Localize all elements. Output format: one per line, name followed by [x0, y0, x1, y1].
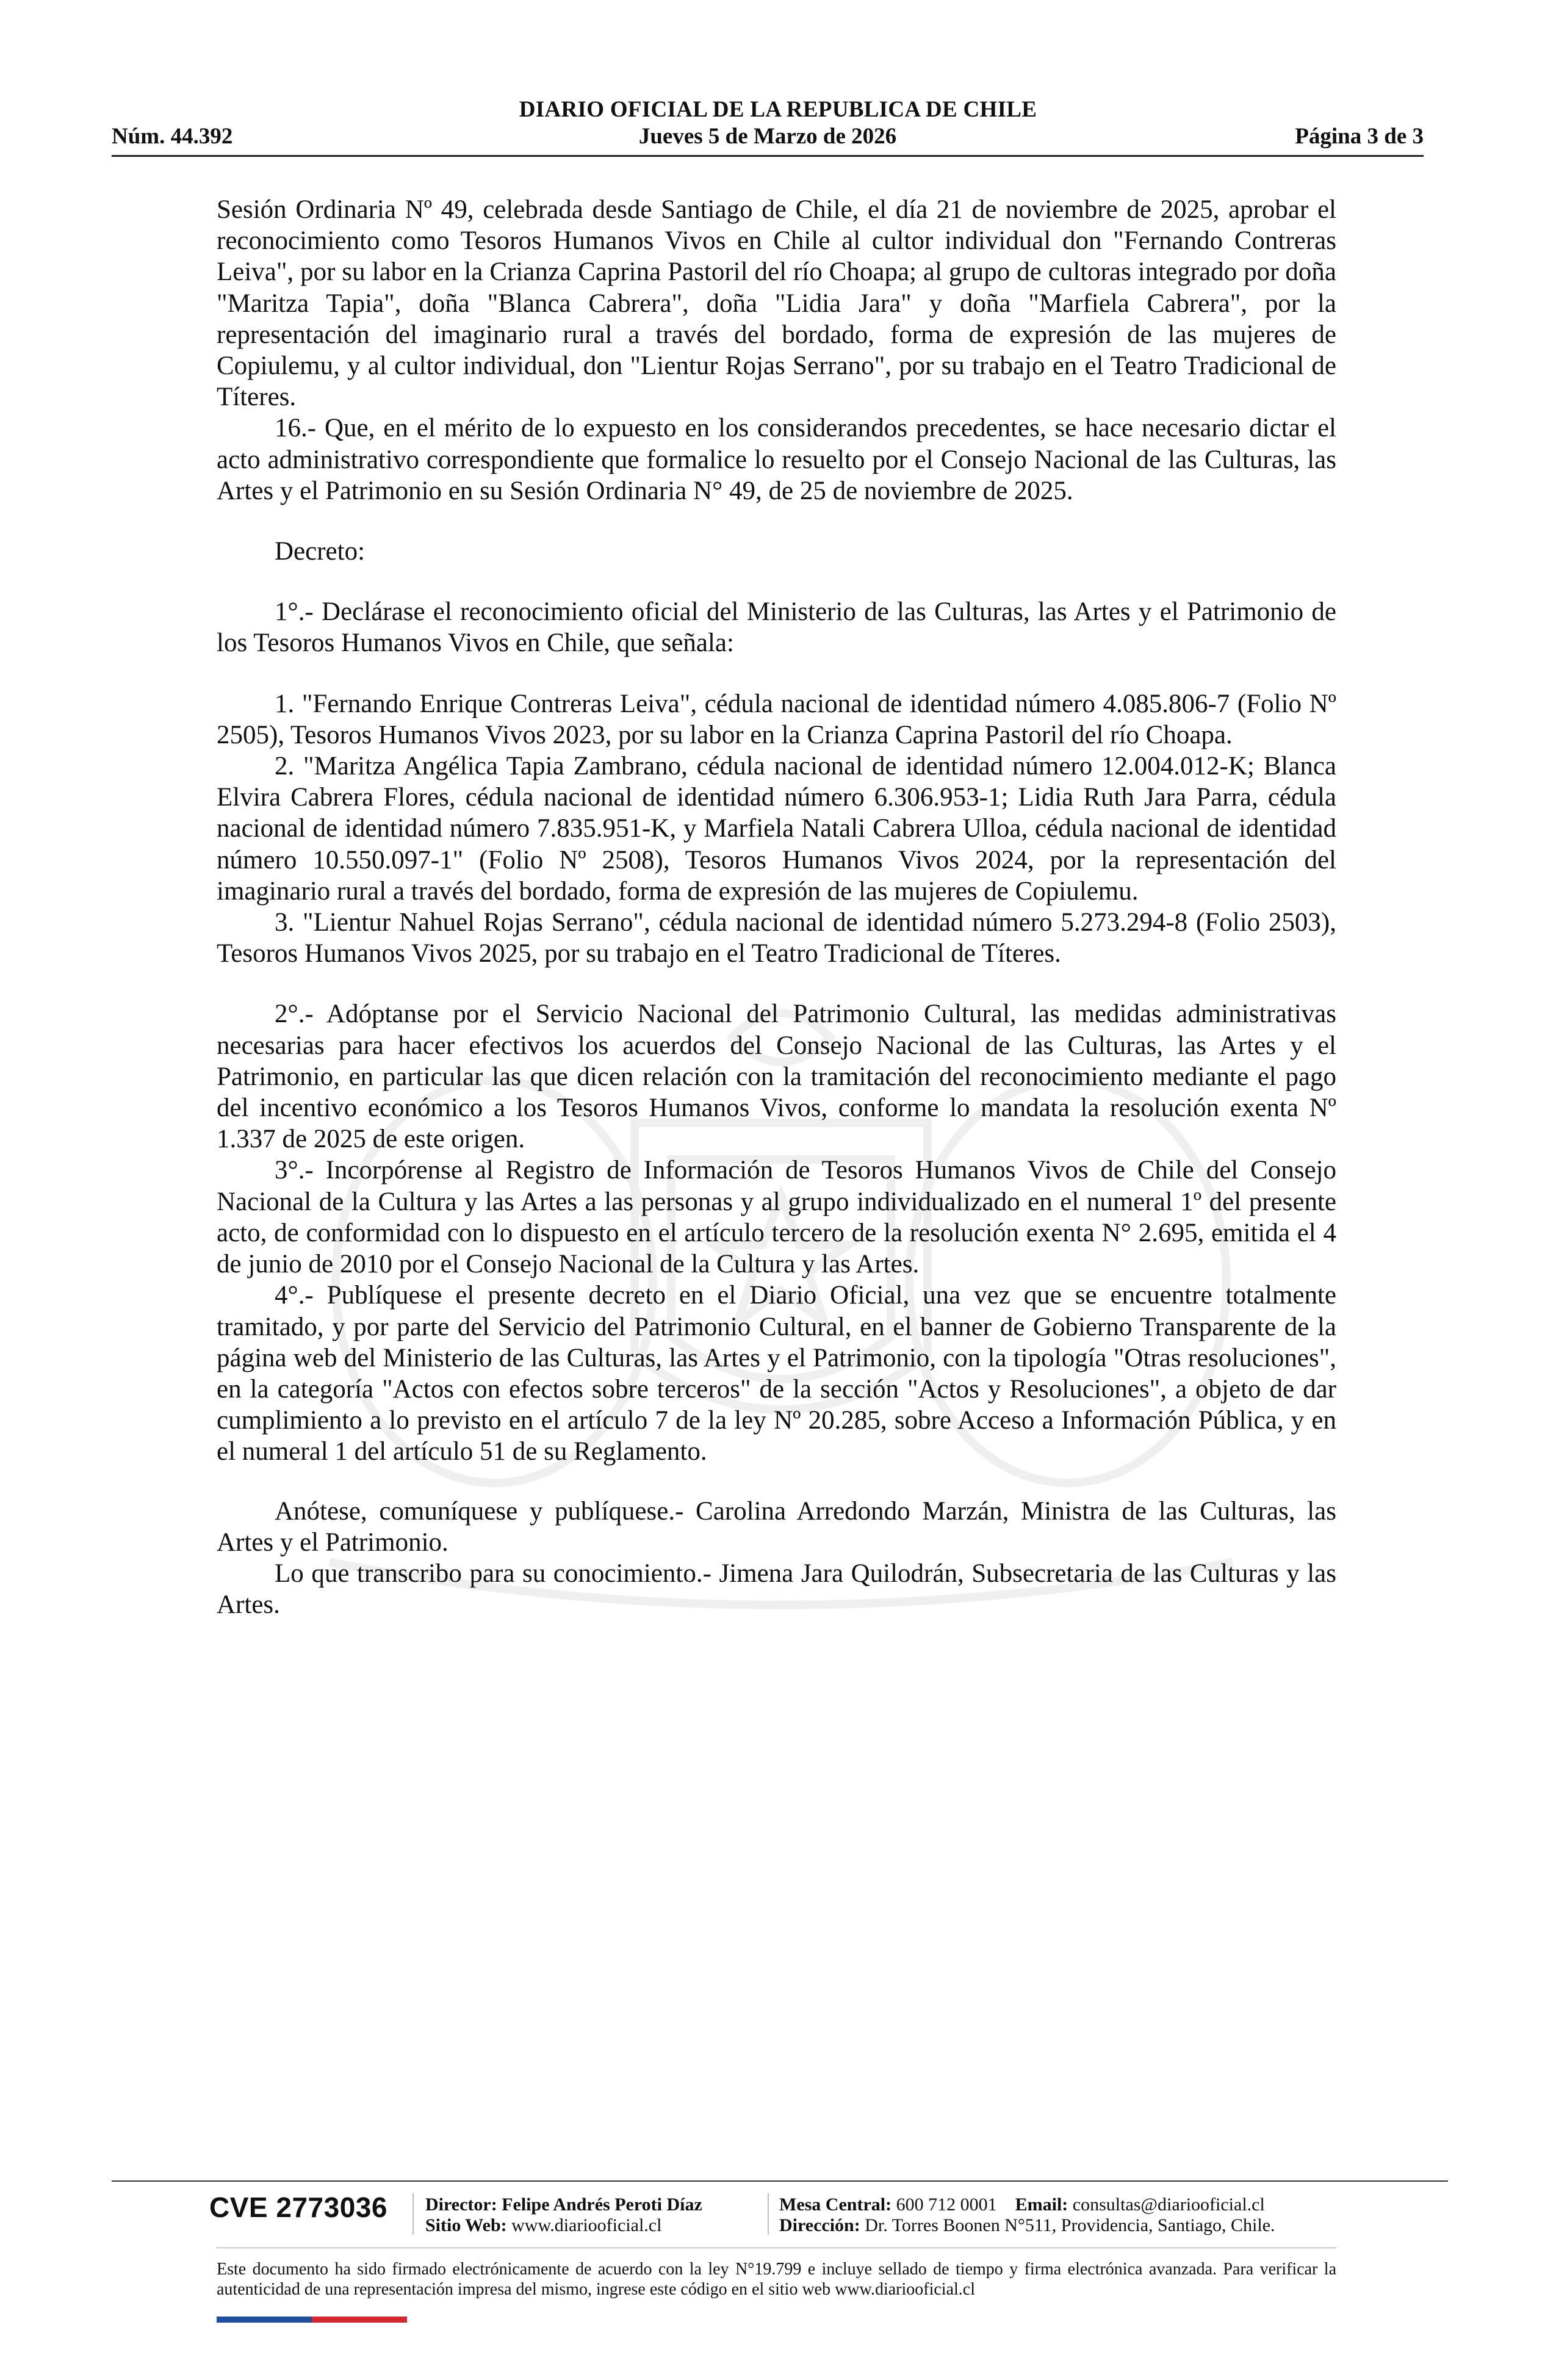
phone-number: 600 712 0001 [896, 2194, 997, 2215]
paragraph-session: Sesión Ordinaria Nº 49, celebrada desde Santiago de Chile, el día 21 de noviembre de 2025, aprobar el reconocimiento como Tesoros Humanos Vivos en Chile al cultor individual don "Fernando Contreras Leiva", por su labor en la Crianza Caprina Pastoril del río Choapa; al grupo de cultoras integrado por doña "Maritza Tapia", doña "Blanca Cabrera", doña "Lidia Jara" y doña "Marfiela Cabrera", por la representación del imaginario rural a través del bordado, forma de expresión de las mujeres de Copiulemu, y al cultor individual, don "Lientur Rojas Serrano", por su trabajo en el Teatro Tradicional de Títeres. [217, 195, 1336, 412]
address: Dr. Torres Boonen N°511, Providencia, Santiago, Chile. [865, 2215, 1275, 2235]
flag-blue-segment [217, 2317, 312, 2323]
article-3: 3°.- Incorpórense al Registro de Información de Tesoros Humanos Vivos de Chile del Consejo Nacional de la Cultura y las Artes a las personas y al grupo individualizado en el numeral 1º del presente acto, de conformidad con lo dispuesto en el artículo tercero de la resolución exenta N° 2.695, emitida el 4 de junio de 2010 por el Consejo Nacional de la Cultura y las Artes. [217, 1156, 1336, 1279]
legal-notice: Este documento ha sido firmado electrónicamente de acuerdo con la ley N°19.799 e incluye sellado de tiempo y firma electrónica avanzada. Para verificar la autenticidad de una representación impresa del mismo, ingrese este código en el sitio web www.diariooficial.cl [217, 2260, 1336, 2299]
footer-contact-block: Mesa Central: 600 712 0001 Email: consultas@diariooficial.cl Dirección: Dr. Torres Boonen N°511, Providencia, Santiago, Chile. [779, 2194, 1275, 2235]
website-link[interactable]: www.diariooficial.cl [511, 2215, 662, 2235]
page-number: Página 3 de 3 [1295, 124, 1424, 149]
issue-number: Núm. 44.392 [112, 124, 233, 149]
article-4: 4°.- Publíquese el presente decreto en el Diario Oficial, una vez que se encuentre totalmente tramitado, y por parte del Servicio del Patrimonio Cultural, en el banner de Gobierno Transparente de la página web del Ministerio de las Culturas, las Artes y el Patrimonio, con la tipología "Otras resoluciones", en la categoría "Actos con efectos sobre terceros" de la sección "Actos y Resoluciones", a objeto de dar cumplimiento a lo previsto en el artículo 7 de la ley Nº 20.285, sobre Acceso a Información Pública, y en el numeral 1 del artículo 51 de su Reglamento. [217, 1281, 1336, 1466]
flag-stripe [217, 2317, 407, 2323]
signature-minister: Anótese, comuníquese y publíquese.- Carolina Arredondo Marzán, Ministra de las Culturas, las Artes y el Patrimonio. [217, 1496, 1336, 1557]
article-1: 1°.- Declárase el reconocimiento oficial del Ministerio de las Culturas, las Artes y el Patrimonio de los Tesoros Humanos Vivos en Chile, que señala: [217, 597, 1336, 658]
paragraph-considerando-16: 16.- Que, en el mérito de lo expuesto en los considerandos precedentes, se hace necesario dictar el acto administrativo correspondiente que formalice lo resuelto por el Consejo Nacional de las Culturas, las Artes y el Patrimonio en su Sesión Ordinaria N° 49, de 25 de noviembre de 2025. [217, 414, 1336, 505]
header-divider [112, 155, 1424, 157]
flag-red-segment [312, 2317, 407, 2323]
newspaper-title: DIARIO OFICIAL DE LA REPUBLICA DE CHILE [519, 97, 1037, 122]
header-row [112, 123, 1424, 150]
list-item-2: 2. "Maritza Angélica Tapia Zambrano, cédula nacional de identidad número 12.004.012-K; Blanca Elvira Cabrera Flores, cédula nacional de identidad número 6.306.953-1; Lidia Ruth Jara Parra, cédula nacional de identidad número 7.835.951-K, y Marfiela Natali Cabrera Ulloa, cédula nacional de identidad número 10.550.097-1" (Folio Nº 2508), Tesoros Humanos Vivos 2024, por la representación del imaginario rural a través del bordado, forma de expresión de las mujeres de Copiulemu. [217, 752, 1336, 906]
decree-body [217, 194, 1336, 1620]
article-2: 2°.- Adóptanse por el Servicio Nacional del Patrimonio Cultural, las medidas administrativas necesarias para hacer efectivos los acuerdos del Consejo Nacional de las Culturas, las Artes y el Patrimonio, en particular las que dicen relación con la tramitación del reconocimiento mediante el pago del incentivo económico a los Tesoros Humanos Vivos, conforme lo mandata la resolución exenta Nº 1.337 de 2025 de este origen. [217, 1000, 1336, 1154]
cve-code: CVE 2773036 [209, 2191, 387, 2223]
footer-director-block: Director: Felipe Andrés Peroti Díaz Sitio Web: www.diariooficial.cl [425, 2194, 702, 2235]
list-item-3: 3. "Lientur Nahuel Rojas Serrano", cédula nacional de identidad número 5.273.294-8 (Folio 2503), Tesoros Humanos Vivos 2025, por su trabajo en el Teatro Tradicional de Títeres. [217, 908, 1336, 968]
decreto-heading: Decreto: [275, 537, 366, 566]
director-name: Felipe Andrés Peroti Díaz [502, 2194, 702, 2215]
footer-divider [112, 2180, 1448, 2182]
email-link[interactable]: consultas@diariooficial.cl [1072, 2194, 1265, 2215]
signature-subsecretary: Lo que transcribo para su conocimiento.- Jimena Jara Quilodrán, Subsecretaria de las Culturas y las Artes. [217, 1559, 1336, 1620]
list-item-1: 1. "Fernando Enrique Contreras Leiva", cédula nacional de identidad número 4.085.806-7 (Folio Nº 2505), Tesoros Humanos Vivos 2023, por su labor en la Crianza Caprina Pastoril del río Choapa. [217, 689, 1336, 749]
issue-date: Jueves 5 de Marzo de 2026 [638, 124, 897, 149]
